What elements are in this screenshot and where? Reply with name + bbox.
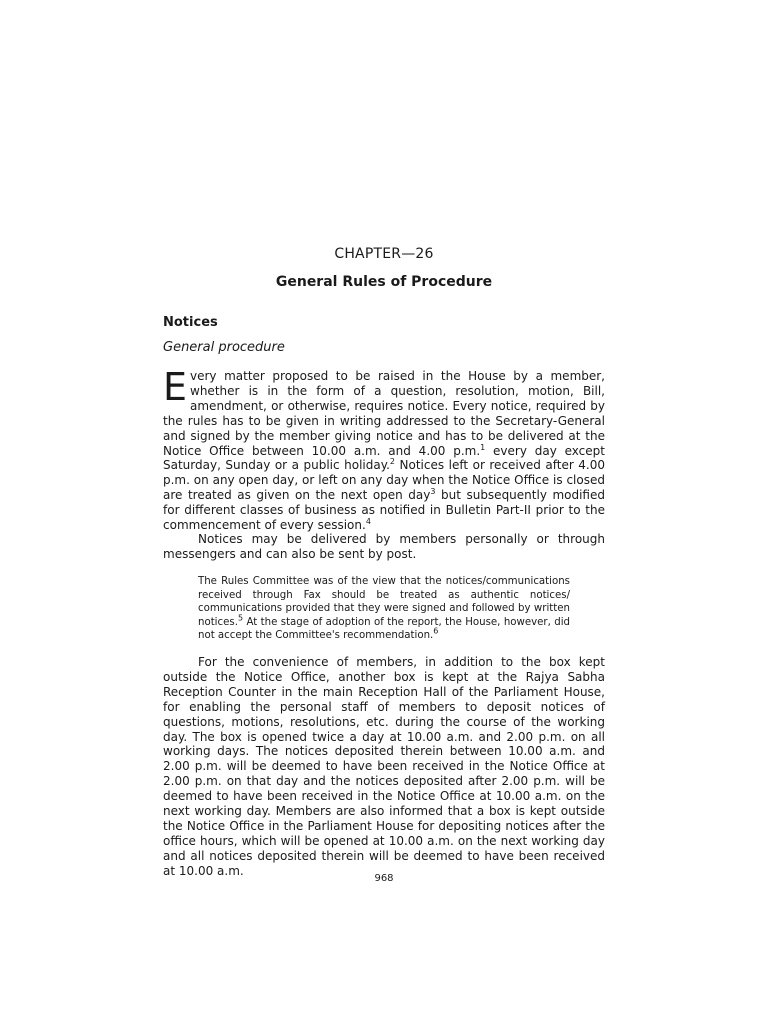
paragraph-general-procedure (163, 365, 606, 533)
paragraph-convenience: For the convenience of members, in addition to the box kept outside the Notice Office, another box is kept at the Rajya Sabha Reception Counter in the main Reception Hall of the Parliament House, for enabling the personal staff of members to deposit notices of questions, motions, resolutions, etc. during the course of the working day. The box is opened twice a day at 10.00 a.m. and 2.00 p.m. on all working days. The notices deposited therein between 10.00 a.m. and 2.00 p.m. will be deemed to have been received in the Notice Office at 2.00 p.m. on that day and the notices deposited after 2.00 p.m. will be deemed to have been received in the Notice Office at 10.00 a.m. on the next working day. Members are also informed that a box is kept outside the Notice Office in the Parliament House for depositing notices after the office hours, which will be opened at 10.00 a.m. on the next working day and all notices deposited therein will be deemed to have been received at 10.00 a.m. (163, 655, 605, 878)
drop-cap: E (163, 365, 188, 409)
quote-block (198, 575, 570, 643)
subsection-heading: General procedure (163, 340, 285, 355)
paragraph-text: Notices left or received after 4.00 p.m. on any open day, or left on any day when the Notice Office is closed are treated as given on the next open day (163, 458, 606, 503)
footnote-ref-2: 2 (389, 457, 396, 467)
quote-text: At the stage of adoption of the report, the House, however, did not accept the Committee's recommendation. (198, 616, 570, 642)
paragraph-delivery: Notices may be delivered by members personally or through messengers and can also be sent by post. (163, 532, 605, 561)
footnote-ref-6: 6 (433, 626, 439, 636)
quote-text: The Rules Committee was of the view that the notices/communications received through Fax should be treated as authentic notices/ communications provided that they were signed and followed by written notices. (198, 576, 570, 628)
footnote-ref-3: 3 (430, 487, 436, 497)
section-heading: Notices (163, 315, 218, 330)
paragraph-text: but subsequently modified for different classes of business as notified in Bulletin Part-II prior to the commencement of every session. (163, 488, 605, 533)
paragraph-text: every day except Saturday, Sunday or a public holiday. (163, 443, 605, 473)
footnote-ref-4: 4 (365, 517, 371, 527)
chapter-title: General Rules of Procedure (275, 274, 493, 290)
footnote-ref-1: 1 (480, 442, 486, 452)
footnote-ref-5: 5 (237, 613, 244, 623)
page-number: 968 (374, 873, 394, 884)
chapter-label: CHAPTER—26 (334, 246, 434, 262)
paragraph-text: very matter proposed to be raised in the House by a member, whether is in the form of a question, resolution, motion, Bill, amendment, or otherwise, requires notice. Every notice, required by the rules has to be given in writing addressed to the Secretary-General and signed by the member giving notice and has to be delivered at the Notice Office between 10.00 a.m. and 4.00 p.m. (163, 369, 605, 458)
